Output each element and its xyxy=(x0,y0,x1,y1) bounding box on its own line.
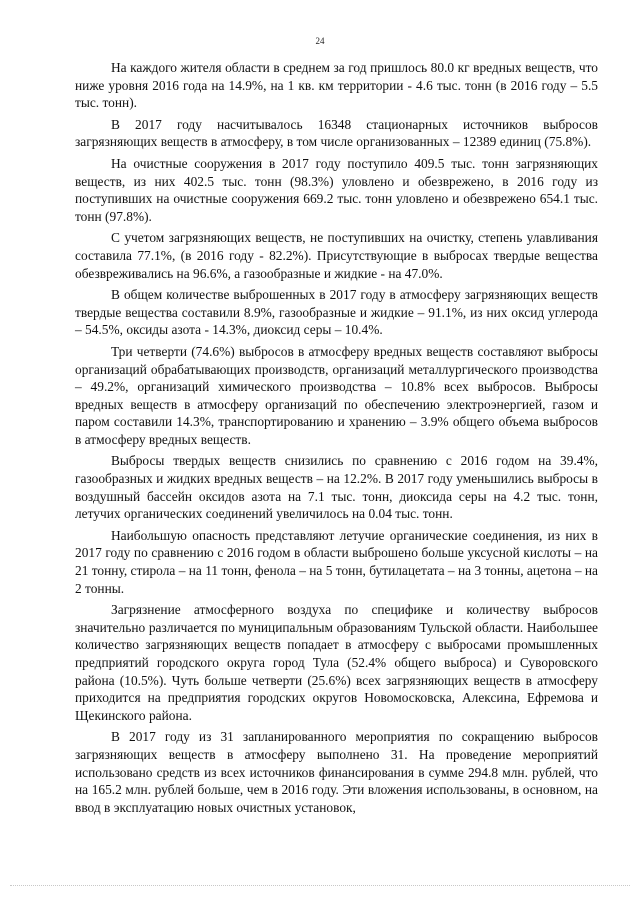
paragraph: На каждого жителя области в среднем за год пришлось 80.0 кг вредных веществ, что ниже уровня 2016 года на 14.9%, на 1 кв. км территории - 4.6 тыс. тонн (в 2016 году – 5.5 тыс. тонн). xyxy=(75,60,598,111)
scan-edge-line xyxy=(10,885,630,886)
paragraph: Загрязнение атмосферного воздуха по специфике и количеству выбросов значительно различается по муниципальным образованиям Тульской области. Наибольшее количество загрязняющих веществ попадает в атмосферу с выбросами промышленных предприятий городского округа город Тула (52.4% общего выброса) и Суворовского района (10.5%). Чуть больше четверти (25.6%) всех загрязняющих веществ в атмосферу приходится на предприятия городских округов Новомосковска, Алексина, Ефремова и Щекинского района. xyxy=(75,602,598,723)
paragraph: В 2017 году насчитывалось 16348 стационарных источников выбросов загрязняющих веществ в атмосферу, в том числе организованных – 12389 единиц (75.8%). xyxy=(75,116,598,150)
paragraph: С учетом загрязняющих веществ, не поступивших на очистку, степень улавливания составила 77.1%, (в 2016 году - 82.2%). Присутствующие в выбросах твердые вещества обезвреживались на 96.6%, а газообразные и жидкие - на 47.0%. xyxy=(75,230,598,281)
paragraph: Выбросы твердых веществ снизились по сравнению с 2016 годом на 39.4%, газообразных и жидких вредных веществ – на 12.2%. В 2017 году уменьшились выбросы в воздушный бассейн оксидов азота на 7.1 тыс. тонн, диоксида серы на 4.2 тыс. тонн, летучих органических соединений увеличилось на 0.04 тыс. тонн. xyxy=(75,453,598,522)
paragraph: Три четверти (74.6%) выбросов в атмосферу вредных веществ составляют выбросы организаций обрабатывающих производств, организаций металлургического производства – 49.2%, организаций химического производства – 10.8% всех выбросов. Выбросы вредных веществ в атмосферу организаций по обеспечению электроэнергией, газом и паром составили 14.3%, транспортированию и хранению – 3.9% общего объема выбросов в атмосферу вредных веществ. xyxy=(75,343,598,447)
page-number: 24 xyxy=(315,36,325,46)
paragraph: В общем количестве выброшенных в 2017 году в атмосферу загрязняющих веществ твердые вещества составили 8.9%, газообразные и жидкие – 91.1%, из них оксид углерода – 54.5%, оксиды азота - 14.3%, диоксид серы – 10.4%. xyxy=(75,287,598,338)
paragraph: На очистные сооружения в 2017 году поступило 409.5 тыс. тонн загрязняющих веществ, из них 402.5 тыс. тонн (98.3%) уловлено и обезврежено, в 2016 году из поступивших на очистные сооружения 669.2 тыс. тонн уловлено и обезврежено 654.1 тыс. тонн (97.8%). xyxy=(75,155,598,224)
paragraph: Наибольшую опасность представляют летучие органические соединения, из них в 2017 году по сравнению с 2016 годом в области выброшено больше уксусной кислоты – на 21 тонну, стирола – на 11 тонн, фенола – на 5 тонн, бутилацетата – на 3 тонны, ацетона – на 2 тонны. xyxy=(75,527,598,596)
body-text xyxy=(75,59,598,820)
paragraph: В 2017 году из 31 запланированного мероприятия по сокращению выбросов загрязняющих веществ в атмосферу выполнено 31. На проведение мероприятий использовано средств из всех источников финансирования в сумме 294.8 млн. рублей, что на 165.2 млн. рублей больше, чем в 2016 году. Эти вложения использованы, в основном, на ввод в эксплуатацию новых очистных установок, xyxy=(75,729,598,815)
